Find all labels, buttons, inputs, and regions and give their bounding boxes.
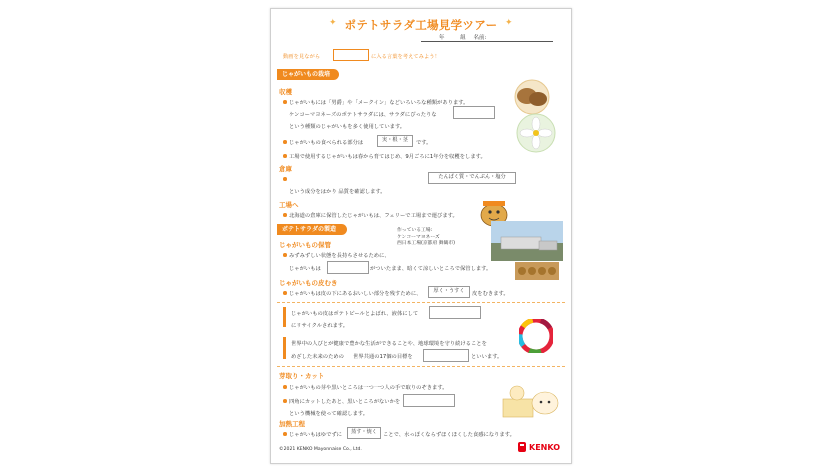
bullet — [283, 385, 287, 389]
to-factory-line1: 北海道の倉庫に保管したじゃがいもは、フェリーで工場まで運びます。 — [289, 213, 458, 219]
name-label: 名前: — [473, 35, 487, 41]
factory-caption-line3: 西日本工場(京都府 舞鶴市) — [397, 241, 456, 246]
to-factory-title: 工場へ — [279, 201, 299, 209]
peel-title: じゃがいもの皮むき — [279, 279, 338, 287]
choice-cooking-method[interactable]: 蒸す・焼く — [347, 427, 381, 439]
harvest-line4-end: です。 — [416, 140, 432, 146]
storage-line2: という成分をはかり 品質を確認します。 — [289, 189, 386, 195]
potato-crate-image — [515, 262, 559, 280]
instruction-right: に入る言葉を考えてみよう！ — [371, 54, 440, 60]
sparkle-icon: ✦ — [505, 18, 513, 28]
name-row — [421, 33, 553, 42]
peel-line1-start: じゃがいもは皮の下にあるおいしい部分を残すために、 — [289, 291, 422, 297]
bud-line1: じゃがいもの芽や黒いところは一つ一つ人の手で取りのぞきます。 — [289, 385, 448, 391]
bud-line3: という機械を使って確認します。 — [289, 411, 369, 417]
heat-line1-end: ことで、水っぽくならずほくほくした食感になります。 — [383, 432, 515, 438]
bullet — [283, 432, 287, 436]
factory-caption — [397, 228, 455, 248]
keep-line2-end: がついたまま、暗くて涼しいところで保管します。 — [370, 266, 492, 272]
worksheet-page — [270, 8, 572, 464]
storage-title: 倉庫 — [279, 165, 292, 173]
bullet — [283, 140, 287, 144]
instruction-sample-box — [333, 49, 369, 61]
section-header-cultivation: じゃがいもの栽培 — [277, 69, 339, 80]
section-header-manufacturing: ポテトサラダの製造 — [277, 224, 347, 235]
heat-line1-start: じゃがいもはゆでずに — [289, 432, 342, 438]
bud-line2: 四角にカットしたあと、黒いところがないかを — [289, 399, 401, 405]
class-label: 組 — [460, 35, 466, 41]
bud-title: 芽取り・カット — [279, 372, 325, 380]
heat-title: 加熱工程 — [279, 420, 305, 428]
sdgs-line2-start: めざした未来のための — [291, 354, 344, 360]
year-label: 年 — [439, 35, 445, 41]
choice-peel-thickness[interactable]: 厚く・うすく — [428, 286, 470, 298]
bullet — [283, 291, 287, 295]
divider — [277, 366, 565, 367]
keep-line1: みずみずしい状態を長持ちさせるために、 — [289, 253, 390, 259]
keep-line2-start: じゃがいもは — [289, 266, 321, 272]
answer-box-recycle[interactable] — [429, 306, 481, 319]
choice-quality-component[interactable]: たんぱく質・でんぷん・塩分 — [428, 172, 516, 184]
factory-caption-line1: 作っている工場: — [397, 228, 433, 233]
factory-photo — [491, 221, 563, 261]
bullet — [283, 213, 287, 217]
accent-bar — [283, 307, 286, 327]
keep-title: じゃがいもの保管 — [279, 241, 331, 249]
answer-box-variety[interactable] — [453, 106, 495, 119]
harvest-line1: じゃがいもには「男爵」や「メークイン」などいろいろな種類があります。 — [289, 100, 469, 106]
sdgs-line1: 世界中の人びとが健康で豊かな生活ができることや、地球環境を守り続けることを — [291, 341, 487, 347]
sparkle-icon: ✦ — [329, 18, 337, 28]
kenko-logo-icon — [517, 441, 527, 453]
harvest-line4: じゃがいもの食べられる部分は — [289, 140, 364, 146]
recycle-line1: じゃがいもの皮はポテトピールとよばれ、液体にして — [291, 311, 419, 317]
choice-edible-part[interactable]: 実・根・茎 — [377, 135, 413, 147]
bullet — [283, 399, 287, 403]
bullet — [283, 177, 287, 181]
potato-image — [507, 79, 557, 115]
answer-box-storage[interactable] — [327, 261, 369, 274]
recycle-line2: にリサイクルされます。 — [291, 323, 349, 329]
sdgs-wheel-icon — [519, 319, 553, 353]
harvest-line2: ケンコーマヨネーズのポテトサラダには、サラダにぴったりな — [289, 112, 437, 118]
potato-flower-image — [515, 113, 557, 153]
bullet — [283, 253, 287, 257]
harvest-title: 収穫 — [279, 88, 292, 96]
answer-box-machine[interactable] — [403, 394, 455, 407]
factory-caption-line2: ケンコーマヨネーズ — [397, 234, 440, 240]
copyright: ©2021 KENKO Mayonnaise Co., Ltd. — [279, 447, 362, 452]
answer-box-sdgs[interactable] — [423, 349, 469, 362]
instruction-left: 動画を見ながら — [283, 54, 321, 60]
accent-bar — [283, 337, 286, 359]
sdgs-line2-end: といいます。 — [471, 354, 503, 360]
kenko-logo-text: KENKO — [529, 442, 560, 452]
bullet — [283, 154, 287, 158]
harvest-line3: という種類のじゃがいもを多く使用しています。 — [289, 124, 406, 130]
kenko-logo — [517, 441, 560, 453]
bullet — [283, 100, 287, 104]
potato-mascots-image — [499, 383, 561, 419]
sdgs-line2-mid: 世界共通の17個の目標を — [353, 354, 413, 360]
worksheet-title: ポテトサラダ工場見学ツアー — [344, 18, 498, 32]
divider — [277, 302, 565, 303]
peel-line1-end: 皮をむきます。 — [472, 291, 509, 297]
harvest-line5: 工場で使用するじゃがいもは春から育てはじめ、9月ごろに1年分を収穫をします。 — [289, 154, 486, 160]
